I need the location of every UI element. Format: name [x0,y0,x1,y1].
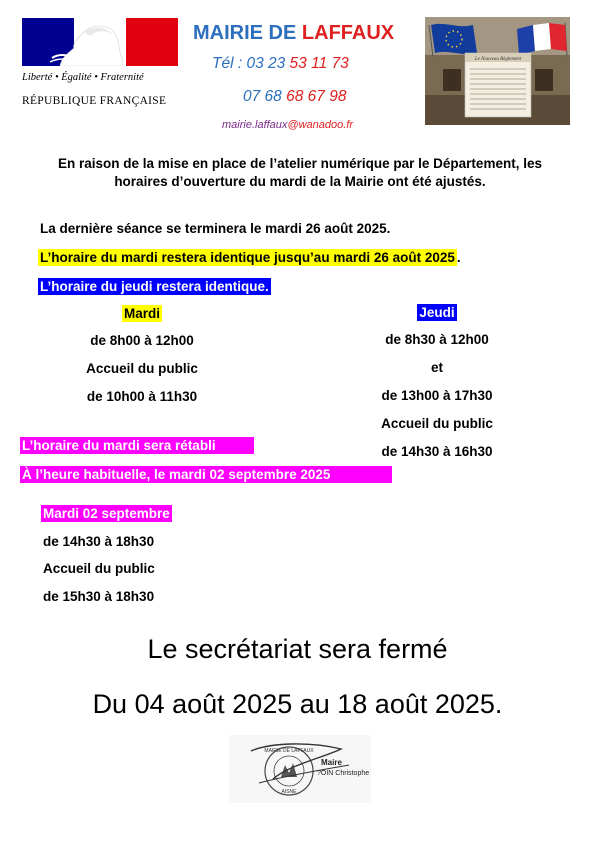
mardi-public-hours: de 10h00 à 11h30 [86,389,198,404]
classroom-photo [425,17,570,125]
mobile-number [243,88,346,106]
tuesday-unchanged-notice [38,249,461,266]
marianne-logo [22,18,178,66]
republic-label: RÉPUBLIQUE FRANÇAISE [22,95,167,107]
jeudi-and: et [430,360,443,375]
jeudi-hours-afternoon: de 13h00 à 17h30 [381,388,493,403]
mairie-name: LAFFAUX [301,22,395,44]
mardi-public-label: Accueil du public [86,361,198,376]
sept-schedule-title [41,505,172,522]
phone-end: 53 11 73 [289,55,349,72]
jeudi-title: Jeudi [419,305,455,320]
mardi-schedule-title [72,305,212,322]
phone-label: Tél : 03 23 [212,55,290,72]
classroom-illustration [425,17,570,125]
stamp-top-text: MAIRIE DE LAFFAUX [264,748,314,754]
eu-flag-icon [429,24,477,57]
mardi-title: Mardi [123,306,160,321]
restore-line-1: L’horaire du mardi sera rétabli [20,437,254,454]
jeudi-public-hours: de 14h30 à 16h30 [381,444,493,459]
jeudi-public-label: Accueil du public [381,416,493,431]
signature-name: ?OIN Christophe [317,770,370,777]
thursday-notice-text: L’horaire du jeudi restera identique. [40,279,269,294]
phone-number [212,55,349,73]
town-hall-title [193,22,394,45]
email-user: mairie.laffaux [222,119,288,131]
closure-line-2: Du 04 août 2025 au 18 août 2025. [92,689,503,719]
intro-paragraph: En raison de la mise en place de l’atelier numérique par le Département, les horaires d’ouverture du mardi de la Mairie ont été ajustés. [58,156,542,189]
photo-banner-text: Le Nouveau Règlement [474,57,522,62]
mobile-end: 68 67 98 [286,88,347,105]
sept-public-label: Accueil du public [43,561,155,576]
thursday-unchanged-notice [38,278,271,295]
last-session-notice: La dernière séance se terminera le mardi 26 août 2025. [40,221,391,236]
email-domain: @wanadoo.fr [287,119,354,131]
tuesday-notice-end: . [456,250,461,265]
signature-role: Maire [321,758,342,767]
jeudi-hours-morning: de 8h30 à 12h00 [385,332,489,347]
tuesday-notice-text: L’horaire du mardi restera identique jusqu’au mardi 26 août 2025 [40,250,455,265]
mayor-signature-stamp [229,735,371,803]
email-link[interactable] [222,119,353,131]
mobile-start: 07 68 [243,88,287,105]
restore-line-2: À l’heure habituelle, le mardi 02 septembre 2025 [20,466,392,483]
mardi-hours: de 8h00 à 12h00 [90,333,194,348]
closure-line-1: Le secrétariat sera fermé [147,634,448,664]
jeudi-schedule-title [367,304,507,321]
mairie-prefix: MAIRIE DE [193,22,302,44]
republic-motto: Liberté • Égalité • Fraternité [22,72,144,83]
sept-title: Mardi 02 septembre [43,506,170,521]
sept-public-hours: de 15h30 à 18h30 [43,589,155,604]
stamp-bottom-text: AISNE [281,789,297,795]
sept-hours: de 14h30 à 18h30 [43,534,155,549]
